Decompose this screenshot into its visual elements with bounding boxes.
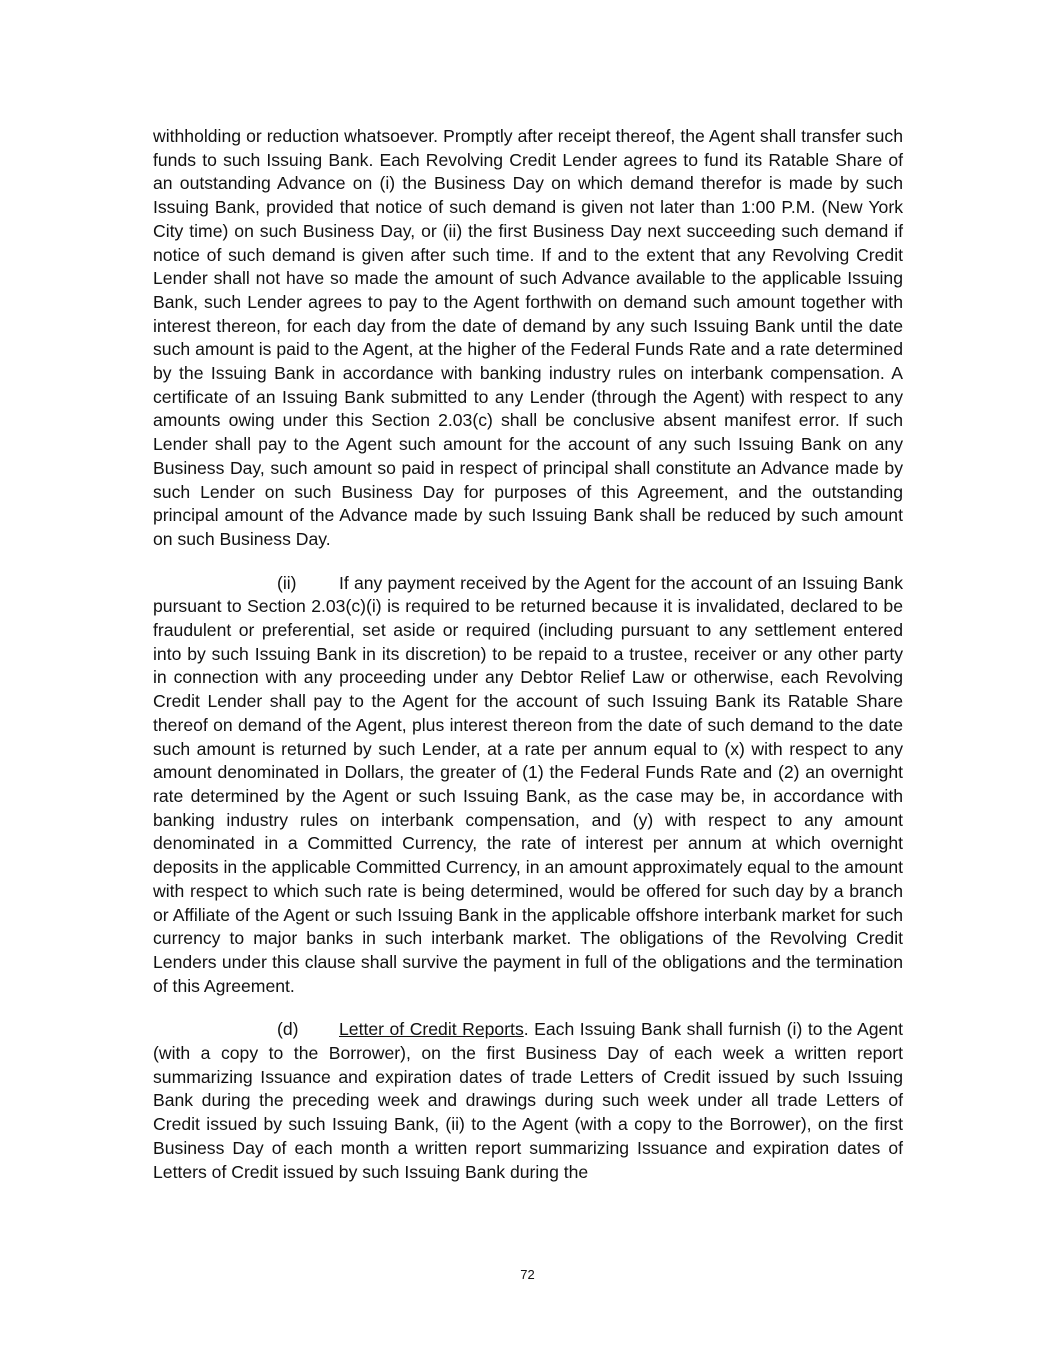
document-page [153, 125, 903, 1204]
paragraph-section-d [153, 1018, 903, 1184]
paragraph-section-ii [153, 572, 903, 999]
section-ii-label: (ii) [277, 572, 297, 593]
section-ii-text: If any payment received by the Agent for the account of an Issuing Bank pursuant to Section 2.03(c)(i) is required to be returned because it is invalidated, declared to be fraudulent or preferential, set aside or required (including pursuant to any settlement entered into by such Issuing Bank in its discretion) to be repaid to a trustee, receiver or any other party in connection with any proceeding under any Debtor Relief Law or otherwise, each Revolving Credit Lender shall pay to the Agent for the account of such Issuing Bank its Ratable Share thereof on demand of the Agent, plus interest thereon from the date of such demand to the date such amount is returned by such Lender, at a rate per annum equal to (x) with respect to any amount denominated in Dollars, the greater of (1) the Federal Funds Rate and (2) an overnight rate determined by the Agent or such Issuing Bank, as the case may be, in accordance with banking industry rules on interbank compensation, and (y) with respect to any amount denominated in a Committed Currency, the rate of interest per annum at which overnight deposits in the applicable Committed Currency, in an amount approximately equal to the amount with respect to which such rate is being determined, would be offered for such day by a branch or Affiliate of the Agent or such Issuing Bank in the applicable offshore interbank market for such currency to major banks in such interbank market. The obligations of the Revolving Credit Lenders under this clause shall survive the payment in full of the obligations and the termination of this Agreement. [153, 572, 903, 996]
section-d-label: (d) [277, 1019, 299, 1040]
section-d-heading: Letter of Credit Reports [339, 1019, 524, 1040]
section-d-text: . Each Issuing Bank shall furnish (i) to the Agent (with a copy to the Borrower), on the first Business Day of each week a written report summarizing Issuance and expiration dates of trade Letters of Credit issued by such Issuing Bank during the preceding week and drawings during such week under all trade Letters of Credit issued by such Issuing Bank, (ii) to the Agent (with a copy to the Borrower), on the first Business Day of each month a written report summarizing Issuance and expiration dates of Letters of Credit issued by such Issuing Bank during the [153, 1019, 903, 1182]
paragraph-continuation: withholding or reduction whatsoever. Promptly after receipt thereof, the Agent shall transfer such funds to such Issuing Bank. Each Revolving Credit Lender agrees to fund its Ratable Share of an outstanding Advance on (i) the Business Day on which demand therefor is made by such Issuing Bank, provided that notice of such demand is given not later than 1:00 P.M. (New York City time) on such Business Day, or (ii) the first Business Day next succeeding such demand if notice of such demand is given after such time. If and to the extent that any Revolving Credit Lender shall not have so made the amount of such Advance available to the applicable Issuing Bank, such Lender agrees to pay to the Agent forthwith on demand such amount together with interest thereon, for each day from the date of demand by any such Issuing Bank until the date such amount is paid to the Agent, at the higher of the Federal Funds Rate and a rate determined by the Issuing Bank in accordance with banking industry rules on interbank compensation. A certificate of an Issuing Bank submitted to any Lender (through the Agent) with respect to any amounts owing under this Section 2.03(c) shall be conclusive absent manifest error. If such Lender shall pay to the Agent such amount for the account of any such Issuing Bank on any Business Day, such amount so paid in respect of principal shall constitute an Advance made by such Lender on such Business Day for purposes of this Agreement, and the outstanding principal amount of the Advance made by such Issuing Bank shall be reduced by such amount on such Business Day. [153, 126, 903, 549]
page-number: 72 [520, 1267, 535, 1282]
